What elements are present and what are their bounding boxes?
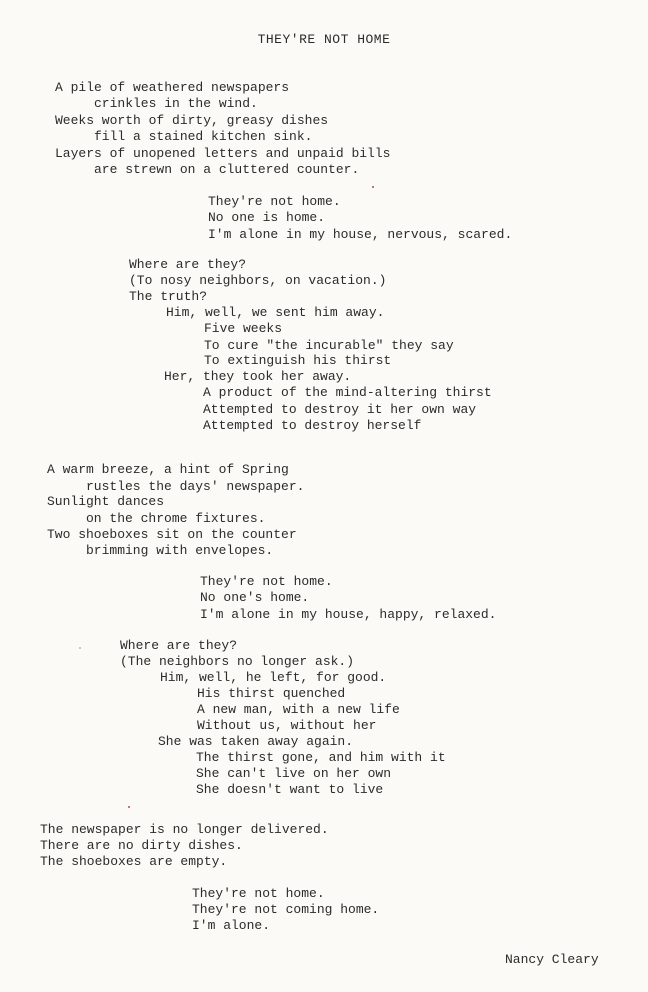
poem-line: She doesn't want to live: [196, 782, 384, 797]
refrain-line: They're not home.: [192, 886, 325, 901]
poem-line: A new man, with a new life: [197, 702, 400, 717]
poem-line: crinkles in the wind.: [94, 96, 258, 111]
poem-line: Sunlight dances: [47, 494, 165, 509]
poem-line: (The neighbors no longer ask.): [120, 654, 355, 669]
poem-line: (To nosy neighbors, on vacation.): [129, 273, 387, 288]
poem-line: The newspaper is no longer delivered.: [40, 822, 329, 837]
refrain-line: I'm alone in my house, happy, relaxed.: [200, 607, 497, 622]
paper-speck: [372, 186, 374, 188]
poem-title: THEY'RE NOT HOME: [257, 32, 391, 47]
poem-line: Two shoeboxes sit on the counter: [47, 527, 297, 542]
poem-line: Him, well, we sent him away.: [166, 305, 385, 320]
poem-line: Attempted to destroy it her own way: [203, 402, 477, 417]
refrain-line: No one is home.: [208, 210, 326, 225]
poem-line: A product of the mind-altering thirst: [203, 385, 492, 400]
poem-line: To extinguish his thirst: [204, 353, 392, 368]
refrain-line: No one's home.: [200, 590, 310, 605]
poem-line: The thirst gone, and him with it: [196, 750, 446, 765]
refrain-line: They're not home.: [208, 194, 341, 209]
poem-line: The shoeboxes are empty.: [40, 854, 228, 869]
poem-line: Weeks worth of dirty, greasy dishes: [55, 113, 329, 128]
poem-line: The truth?: [129, 289, 208, 304]
refrain-line: They're not coming home.: [192, 902, 380, 917]
poem-line: Her, they took her away.: [164, 369, 352, 384]
poem-line: She was taken away again.: [158, 734, 354, 749]
poem-line: on the chrome fixtures.: [86, 511, 266, 526]
poem-line: Five weeks: [204, 321, 283, 336]
poem-line: Layers of unopened letters and unpaid bills: [55, 146, 391, 161]
refrain-line: They're not home.: [200, 574, 333, 589]
poem-line: She can't live on her own: [196, 766, 392, 781]
poem-line: are strewn on a cluttered counter.: [94, 162, 360, 177]
poem-line: To cure "the incurable" they say: [204, 338, 454, 353]
refrain-line: I'm alone.: [192, 918, 271, 933]
poem-line: Without us, without her: [197, 718, 377, 733]
poem-line: Attempted to destroy herself: [203, 418, 422, 433]
poem-line: Where are they?: [120, 638, 238, 653]
refrain-line: I'm alone in my house, nervous, scared.: [208, 227, 513, 242]
poem-line: fill a stained kitchen sink.: [94, 129, 313, 144]
paper-speck: [79, 647, 81, 649]
poem-line: A pile of weathered newspapers: [55, 80, 290, 95]
poem-line: brimming with envelopes.: [86, 543, 274, 558]
poem-line: rustles the days' newspaper.: [86, 479, 305, 494]
author-signature: Nancy Cleary: [505, 952, 599, 967]
paper-speck: [128, 806, 130, 808]
poem-line: There are no dirty dishes.: [40, 838, 243, 853]
poem-line: A warm breeze, a hint of Spring: [47, 462, 289, 477]
poem-line: His thirst quenched: [197, 686, 346, 701]
poem-line: Him, well, he left, for good.: [160, 670, 387, 685]
poem-line: Where are they?: [129, 257, 247, 272]
